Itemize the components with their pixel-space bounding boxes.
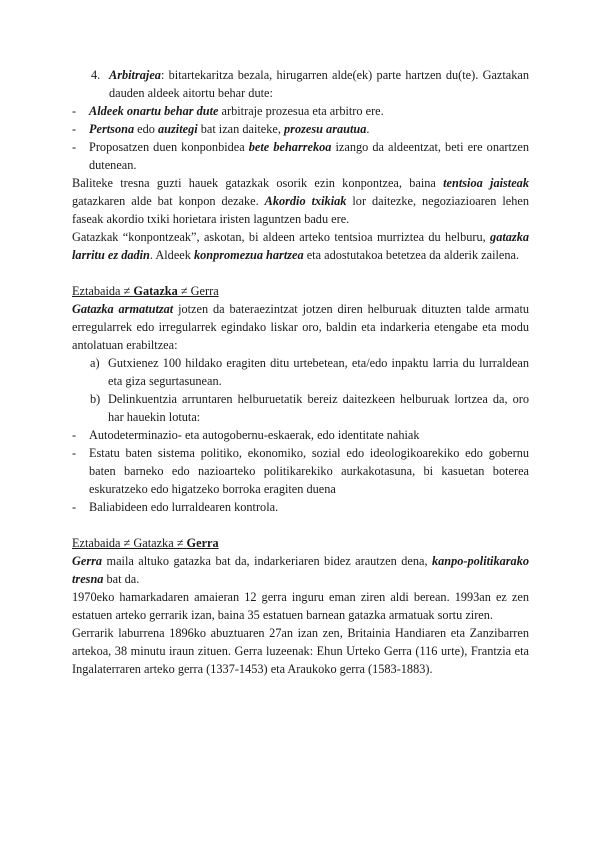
helburuak-dash-list (72, 426, 529, 516)
arbitrajea-dash-list (72, 102, 529, 174)
paragraph-tools: Baliteke tresna guzti hauek gatazkak osorik ezin konpontzea, baina tentsioa jaisteak gatazkaren alde bat konpon dezake. Akordio txikiak lor daitezke, negoziazioaren lehen faseak akordio txiki horietara iristen laguntzen badu ere. (72, 176, 529, 226)
section-heading-gerra: Eztabaida ≠ Gatazka ≠ Gerra (72, 536, 219, 550)
list-item: - Aldeek onartu behar dute arbitraje prozesua eta arbitro ere. (72, 104, 384, 118)
paragraph-gerra-definizioa: Gerra maila altuko gatazka bat da, indarkeriaren bidez arautzen dena, kanpo-politikarako tresna bat da. (72, 554, 529, 586)
document-page (72, 66, 529, 678)
list-number: 4. (91, 68, 101, 82)
list-item: - Proposatzen duen konponbidea bete beharrekoa izango da aldeentzat, beti ere onartzen dutenean. (72, 140, 529, 172)
section-heading-gatazka: Eztabaida ≠ Gatazka ≠ Gerra (72, 284, 219, 298)
paragraph-gatazka-armatua: Gatazka armatutzat jotzen da bateraezintzat jotzen diren helburuak dituzten talde armatu erregularrek edo irregularrek egindako liskar oro, baldin eta indarkeria etengabe eta modu antolatuan erabiltzea: (72, 302, 530, 352)
paragraph-konpontzeak: Gatazkak “konpontzeak”, askotan, bi aldeen arteko tentsioa murriztea du helburu, gatazka larritu ez dadin. Aldeek konpromezua hartzea eta adostutakoa betetzea da alderik zailena. (72, 230, 529, 262)
term-arbitrajea: Arbitrajea (109, 68, 161, 82)
list-item: - Pertsona edo auzitegi bat izan daiteke, prozesu arautua. (72, 122, 370, 136)
list-item-a: a) Gutxienez 100 hildako eragiten ditu urtebetean, eta/edo inpaktu larria du lurraldean eta giza segurtasunean. (90, 356, 529, 388)
paragraph-gerra-laburrena: Gerrarik laburrena 1896ko abuztuaren 27an izan zen, Britainia Handiaren eta Zanzibarren artekoa, 38 minutu iraun zituen. Gerra luzeenak: Ehun Urteko Gerra (116 urte), Frantzia eta Ingalaterraren arteko gerra (1337-1453) eta Araukoko gerra (1583-1883). (72, 626, 529, 676)
list-item-arbitrajea (72, 66, 529, 102)
list-item: - Estatu baten sistema politiko, ekonomiko, sozial edo ideologikoarekiko edo gobernu baten barneko edo nazioarteko politikarekiko aurkakotasuna, bi kasuetan boterea eskuratzeko edo higatzeko borroka eragiten duena (72, 446, 529, 496)
list-item-b: b) Delinkuentzia arruntaren helburuetatik bereiz daitezkeen helburuak lortzea da, oro har hauekin lotuta: (90, 392, 529, 424)
list-item-text: Arbitrajea: bitartekaritza bezala, hirugarren alde(ek) parte hartzen du(te). Gaztakan dauden aldeek aitortu behar dute: (109, 68, 529, 100)
list-item: - Baliabideen edo lurraldearen kontrola. (72, 500, 279, 514)
paragraph-gerra-1970: 1970eko hamarkadaren amaieran 12 gerra inguru eman ziren aldi berean. 1993an ez zen estatuen arteko gerrarik izan, baina 35 estatuen barnean gatazka armatuak sortu ziren. (72, 590, 529, 622)
list-item: - Autodeterminazio- eta autogobernu-eskaerak, edo identitate nahiak (72, 428, 420, 442)
